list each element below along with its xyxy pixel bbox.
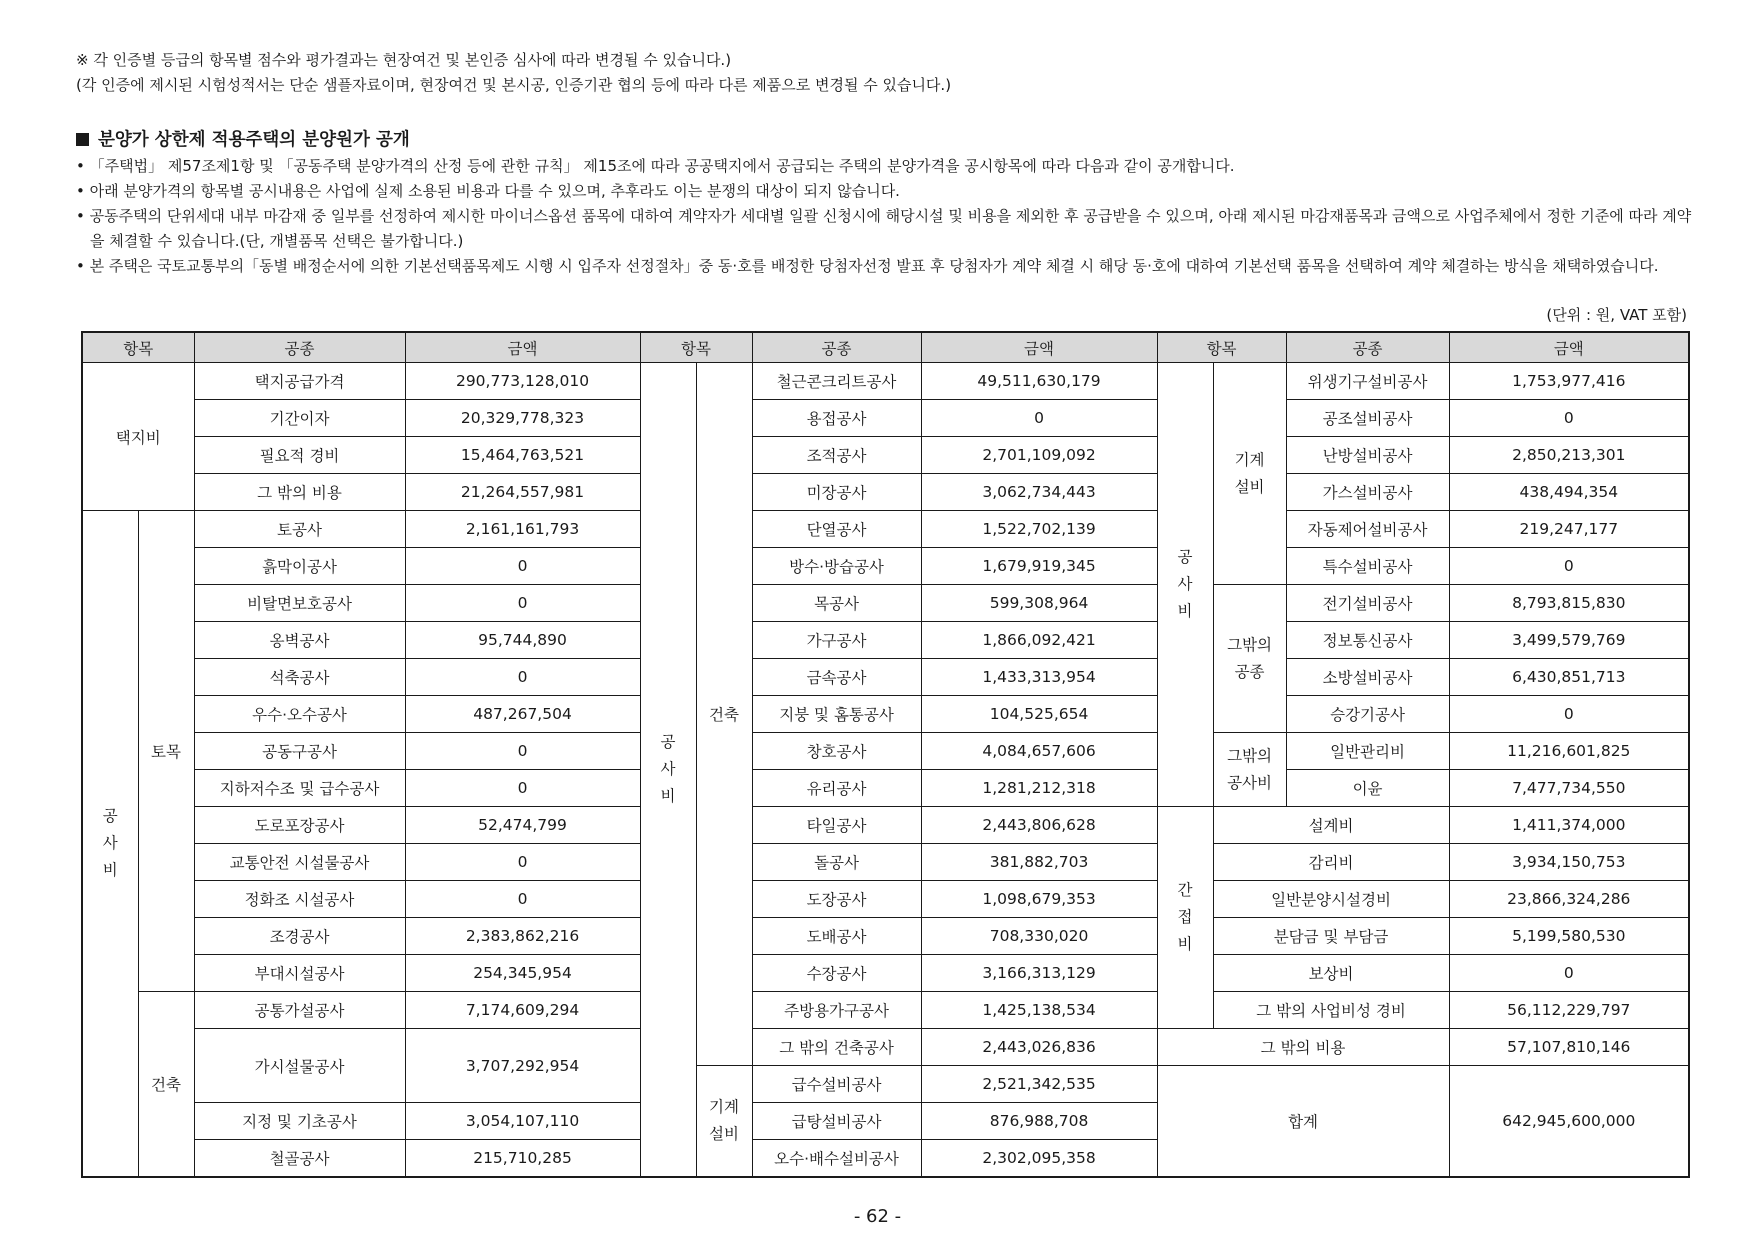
trade-cell: 주방용가구공사 bbox=[752, 992, 921, 1029]
amount-cell: 1,281,212,318 bbox=[921, 770, 1157, 807]
amount-cell: 0 bbox=[405, 733, 640, 770]
trade-cell: 미장공사 bbox=[752, 474, 921, 511]
trade-cell: 그 밖의 비용 bbox=[194, 474, 405, 511]
total-label: 합계 bbox=[1157, 1066, 1449, 1178]
amount-cell: 599,308,964 bbox=[921, 585, 1157, 622]
unit-note: (단위 : 원, VAT 포함) bbox=[1546, 306, 1687, 324]
amount-cell: 290,773,128,010 bbox=[405, 363, 640, 400]
trade-cell: 기간이자 bbox=[194, 400, 405, 437]
amount-cell: 20,329,778,323 bbox=[405, 400, 640, 437]
table-row bbox=[82, 770, 1689, 807]
trade-cell: 타일공사 bbox=[752, 807, 921, 844]
amount-cell: 1,866,092,421 bbox=[921, 622, 1157, 659]
amount-cell: 254,345,954 bbox=[405, 955, 640, 992]
table-row bbox=[82, 437, 1689, 474]
item-label-civil: 토목 bbox=[138, 511, 194, 992]
amount-cell: 0 bbox=[405, 548, 640, 585]
item-label-construction-cost: 공 사 비 bbox=[640, 363, 696, 1178]
amount-cell: 4,084,657,606 bbox=[921, 733, 1157, 770]
table-row bbox=[82, 548, 1689, 585]
table-row bbox=[82, 807, 1689, 844]
header-amount: 금액 bbox=[921, 332, 1157, 363]
trade-cell: 유리공사 bbox=[752, 770, 921, 807]
trade-cell: 용접공사 bbox=[752, 400, 921, 437]
item-label-building: 건축 bbox=[696, 363, 752, 1066]
total-amount: 642,945,600,000 bbox=[1449, 1066, 1689, 1178]
header-item: 항목 bbox=[640, 332, 752, 363]
amount-cell: 0 bbox=[405, 881, 640, 918]
trade-cell: 일반관리비 bbox=[1286, 733, 1449, 770]
amount-cell: 3,166,313,129 bbox=[921, 955, 1157, 992]
amount-cell: 487,267,504 bbox=[405, 696, 640, 733]
header-amount: 금액 bbox=[1449, 332, 1689, 363]
trade-cell: 가구공사 bbox=[752, 622, 921, 659]
trade-cell: 특수설비공사 bbox=[1286, 548, 1449, 585]
amount-cell: 0 bbox=[405, 770, 640, 807]
trade-cell: 석축공사 bbox=[194, 659, 405, 696]
table-row bbox=[82, 363, 1689, 400]
trade-cell: 방수·방습공사 bbox=[752, 548, 921, 585]
amount-cell: 2,161,161,793 bbox=[405, 511, 640, 548]
trade-cell: 흙막이공사 bbox=[194, 548, 405, 585]
item-label-mechanical: 기계 설비 bbox=[1213, 363, 1286, 585]
amount-cell: 3,062,734,443 bbox=[921, 474, 1157, 511]
amount-cell: 23,866,324,286 bbox=[1449, 881, 1689, 918]
amount-cell: 3,054,107,110 bbox=[405, 1103, 640, 1140]
trade-cell: 목공사 bbox=[752, 585, 921, 622]
amount-cell: 0 bbox=[405, 844, 640, 881]
trade-cell: 조경공사 bbox=[194, 918, 405, 955]
trade-cell: 공조설비공사 bbox=[1286, 400, 1449, 437]
trade-cell: 지정 및 기초공사 bbox=[194, 1103, 405, 1140]
trade-cell: 분담금 및 부담금 bbox=[1213, 918, 1449, 955]
table-header-row bbox=[82, 332, 1689, 363]
amount-cell: 2,701,109,092 bbox=[921, 437, 1157, 474]
amount-cell: 2,383,862,216 bbox=[405, 918, 640, 955]
trade-cell: 자동제어설비공사 bbox=[1286, 511, 1449, 548]
trade-cell: 설계비 bbox=[1213, 807, 1449, 844]
trade-cell: 토공사 bbox=[194, 511, 405, 548]
trade-cell: 전기설비공사 bbox=[1286, 585, 1449, 622]
amount-cell: 0 bbox=[1449, 400, 1689, 437]
amount-cell: 2,443,806,628 bbox=[921, 807, 1157, 844]
trade-cell: 돌공사 bbox=[752, 844, 921, 881]
trade-cell: 창호공사 bbox=[752, 733, 921, 770]
amount-cell: 7,477,734,550 bbox=[1449, 770, 1689, 807]
amount-cell: 1,679,919,345 bbox=[921, 548, 1157, 585]
trade-cell: 부대시설공사 bbox=[194, 955, 405, 992]
amount-cell: 708,330,020 bbox=[921, 918, 1157, 955]
amount-cell: 381,882,703 bbox=[921, 844, 1157, 881]
amount-cell: 2,302,095,358 bbox=[921, 1140, 1157, 1178]
table-row bbox=[82, 733, 1689, 770]
trade-cell: 택지공급가격 bbox=[194, 363, 405, 400]
bullet-list bbox=[76, 154, 1696, 279]
amount-cell: 3,499,579,769 bbox=[1449, 622, 1689, 659]
item-label-other-construction: 그밖의 공사비 bbox=[1213, 733, 1286, 807]
trade-cell: 철골공사 bbox=[194, 1140, 405, 1178]
trade-cell: 일반분양시설경비 bbox=[1213, 881, 1449, 918]
section-heading bbox=[76, 126, 410, 151]
table-row bbox=[82, 881, 1689, 918]
trade-cell: 가시설물공사 bbox=[194, 1029, 405, 1103]
trade-cell: 오수·배수설비공사 bbox=[752, 1140, 921, 1178]
amount-cell: 2,850,213,301 bbox=[1449, 437, 1689, 474]
amount-cell: 1,433,313,954 bbox=[921, 659, 1157, 696]
bullet-item: • 아래 분양가격의 항목별 공시내용은 사업에 실제 소용된 비용과 다를 수 있으며, 추후라도 이는 분쟁의 대상이 되지 않습니다. bbox=[76, 182, 900, 200]
trade-cell: 조적공사 bbox=[752, 437, 921, 474]
item-label-building: 건축 bbox=[138, 992, 194, 1178]
note-line: (각 인증에 제시된 시험성적서는 단순 샘플자료이며, 현장여건 및 본시공, 인증기관 협의 등에 따라 다른 제품으로 변경될 수 있습니다.) bbox=[76, 76, 952, 94]
trade-cell: 소방설비공사 bbox=[1286, 659, 1449, 696]
trade-cell: 금속공사 bbox=[752, 659, 921, 696]
note-line: ※ 각 인증별 등급의 항목별 점수와 평가결과는 현장여건 및 본인증 심사에 따라 변경될 수 있습니다.) bbox=[76, 51, 732, 69]
amount-cell: 56,112,229,797 bbox=[1449, 992, 1689, 1029]
trade-cell: 급탕설비공사 bbox=[752, 1103, 921, 1140]
item-label-mechanical: 기계 설비 bbox=[696, 1066, 752, 1178]
amount-cell: 2,521,342,535 bbox=[921, 1066, 1157, 1103]
table-row bbox=[82, 844, 1689, 881]
amount-cell: 1,425,138,534 bbox=[921, 992, 1157, 1029]
trade-cell: 급수설비공사 bbox=[752, 1066, 921, 1103]
amount-cell: 1,753,977,416 bbox=[1449, 363, 1689, 400]
trade-cell: 단열공사 bbox=[752, 511, 921, 548]
amount-cell: 876,988,708 bbox=[921, 1103, 1157, 1140]
amount-cell: 0 bbox=[1449, 955, 1689, 992]
cost-table bbox=[81, 331, 1690, 1178]
item-label-land: 택지비 bbox=[82, 363, 194, 511]
amount-cell: 57,107,810,146 bbox=[1449, 1029, 1689, 1066]
table-row bbox=[82, 918, 1689, 955]
trade-cell: 필요적 경비 bbox=[194, 437, 405, 474]
trade-cell: 옹벽공사 bbox=[194, 622, 405, 659]
amount-cell: 0 bbox=[1449, 696, 1689, 733]
table-row bbox=[82, 696, 1689, 733]
trade-cell: 가스설비공사 bbox=[1286, 474, 1449, 511]
amount-cell: 11,216,601,825 bbox=[1449, 733, 1689, 770]
item-label-other-trades: 그밖의 공종 bbox=[1213, 585, 1286, 733]
amount-cell: 104,525,654 bbox=[921, 696, 1157, 733]
bullet-text: 공동주택의 단위세대 내부 마감재 중 일부를 선정하여 제시한 마이너스옵션 품목에 대하여 계약자가 세대별 일괄 신청시에 해당시설 및 비용을 제외한 후 공급받을 수 있으며, 아래 제시된 마감재품목과 금액으로 사업주체에서 정한 기준에 따라 계약을 체결할 수 있습니다.(단, 개별품목 선택은 불가합니다.) bbox=[89, 207, 1692, 250]
bullet-item: • 공동주택의 단위세대 내부 마감재 중 일부를 선정하여 제시한 마이너스옵션 품목에 대하여 계약자가 세대별 일괄 신청시에 해당시설 및 비용을 제외한 후 공급받을 수 있으며, 아래 제시된 마감재품목과 금액으로 사업주체에서 정한 기준에 따라 계약을 체결할 수 있습니다.(단, 개별품목 선택은 불가합니다.) bbox=[76, 207, 1692, 250]
header-amount: 금액 bbox=[405, 332, 640, 363]
bullet-item: • 「주택법」 제57조제1항 및 「공동주택 분양가격의 산정 등에 관한 규칙」 제15조에 따라 공공택지에서 공급되는 주택의 분양가격을 공시항목에 따라 다음과 같이 공개합니다. bbox=[76, 157, 1235, 175]
trade-cell: 정화조 시설공사 bbox=[194, 881, 405, 918]
trade-cell: 도배공사 bbox=[752, 918, 921, 955]
amount-cell: 15,464,763,521 bbox=[405, 437, 640, 474]
amount-cell: 438,494,354 bbox=[1449, 474, 1689, 511]
amount-cell: 52,474,799 bbox=[405, 807, 640, 844]
trade-cell: 수장공사 bbox=[752, 955, 921, 992]
bullet-text: 본 주택은 국토교통부의「동별 배정순서에 의한 기본선택품목제도 시행 시 입주자 선정절차」중 동·호를 배정한 당첨자선정 발표 후 당첨자가 계약 체결 시 해당 동·호에 대하여 기본선택 품목을 선택하여 계약 체결하는 방식을 채택하였습니다. bbox=[89, 257, 1659, 275]
bullet-item: • 본 주택은 국토교통부의「동별 배정순서에 의한 기본선택품목제도 시행 시 입주자 선정절차」중 동·호를 배정한 당첨자선정 발표 후 당첨자가 계약 체결 시 해당 동·호에 대하여 기본선택 품목을 선택하여 계약 체결하는 방식을 채택하였습니다. bbox=[76, 257, 1659, 275]
amount-cell: 2,443,026,836 bbox=[921, 1029, 1157, 1066]
header-trade: 공종 bbox=[194, 332, 405, 363]
trade-cell: 지하저수조 및 급수공사 bbox=[194, 770, 405, 807]
trade-cell: 감리비 bbox=[1213, 844, 1449, 881]
amount-cell: 215,710,285 bbox=[405, 1140, 640, 1178]
trade-cell: 도로포장공사 bbox=[194, 807, 405, 844]
amount-cell: 219,247,177 bbox=[1449, 511, 1689, 548]
bullet-text: 아래 분양가격의 항목별 공시내용은 사업에 실제 소용된 비용과 다를 수 있으며, 추후라도 이는 분쟁의 대상이 되지 않습니다. bbox=[89, 182, 900, 200]
trade-cell: 그 밖의 사업비성 경비 bbox=[1213, 992, 1449, 1029]
amount-cell: 0 bbox=[1449, 548, 1689, 585]
amount-cell: 1,522,702,139 bbox=[921, 511, 1157, 548]
item-label-other-costs: 그 밖의 비용 bbox=[1157, 1029, 1449, 1066]
amount-cell: 49,511,630,179 bbox=[921, 363, 1157, 400]
amount-cell: 95,744,890 bbox=[405, 622, 640, 659]
amount-cell: 21,264,557,981 bbox=[405, 474, 640, 511]
trade-cell: 지붕 및 홈통공사 bbox=[752, 696, 921, 733]
amount-cell: 0 bbox=[405, 585, 640, 622]
trade-cell: 철근콘크리트공사 bbox=[752, 363, 921, 400]
square-bullet-icon bbox=[76, 133, 89, 146]
trade-cell: 그 밖의 건축공사 bbox=[752, 1029, 921, 1066]
table-row bbox=[82, 511, 1689, 548]
trade-cell: 도장공사 bbox=[752, 881, 921, 918]
trade-cell: 정보통신공사 bbox=[1286, 622, 1449, 659]
trade-cell: 우수·오수공사 bbox=[194, 696, 405, 733]
header-item: 항목 bbox=[1157, 332, 1286, 363]
trade-cell: 이윤 bbox=[1286, 770, 1449, 807]
amount-cell: 7,174,609,294 bbox=[405, 992, 640, 1029]
item-label-construction-cost: 공 사 비 bbox=[82, 511, 138, 1178]
amount-cell: 3,934,150,753 bbox=[1449, 844, 1689, 881]
table-row bbox=[82, 955, 1689, 992]
amount-cell: 6,430,851,713 bbox=[1449, 659, 1689, 696]
table-row bbox=[82, 474, 1689, 511]
table-row bbox=[82, 992, 1689, 1029]
bullet-text: 「주택법」 제57조제1항 및 「공동주택 분양가격의 산정 등에 관한 규칙」 제15조에 따라 공공택지에서 공급되는 주택의 분양가격을 공시항목에 따라 다음과 같이 공개합니다. bbox=[89, 157, 1235, 175]
amount-cell: 1,411,374,000 bbox=[1449, 807, 1689, 844]
trade-cell: 난방설비공사 bbox=[1286, 437, 1449, 474]
page-number: - 62 - bbox=[853, 1206, 902, 1227]
amount-cell: 0 bbox=[405, 659, 640, 696]
table-row bbox=[82, 585, 1689, 622]
table-row bbox=[82, 622, 1689, 659]
amount-cell: 5,199,580,530 bbox=[1449, 918, 1689, 955]
trade-cell: 비탈면보호공사 bbox=[194, 585, 405, 622]
amount-cell: 0 bbox=[921, 400, 1157, 437]
table-row bbox=[82, 400, 1689, 437]
trade-cell: 공동구공사 bbox=[194, 733, 405, 770]
amount-cell: 8,793,815,830 bbox=[1449, 585, 1689, 622]
section-heading-text: 분양가 상한제 적용주택의 분양원가 공개 bbox=[98, 130, 410, 150]
trade-cell: 공통가설공사 bbox=[194, 992, 405, 1029]
item-label-indirect: 간 접 비 bbox=[1157, 807, 1213, 1029]
table-row bbox=[82, 659, 1689, 696]
item-label-construction-cost: 공 사 비 bbox=[1157, 363, 1213, 807]
header-item: 항목 bbox=[82, 332, 194, 363]
trade-cell: 교통안전 시설물공사 bbox=[194, 844, 405, 881]
header-trade: 공종 bbox=[1286, 332, 1449, 363]
notes bbox=[76, 48, 1696, 98]
trade-cell: 승강기공사 bbox=[1286, 696, 1449, 733]
amount-cell: 1,098,679,353 bbox=[921, 881, 1157, 918]
trade-cell: 보상비 bbox=[1213, 955, 1449, 992]
trade-cell: 위생기구설비공사 bbox=[1286, 363, 1449, 400]
amount-cell: 3,707,292,954 bbox=[405, 1029, 640, 1103]
table-row bbox=[82, 1029, 1689, 1066]
header-trade: 공종 bbox=[752, 332, 921, 363]
